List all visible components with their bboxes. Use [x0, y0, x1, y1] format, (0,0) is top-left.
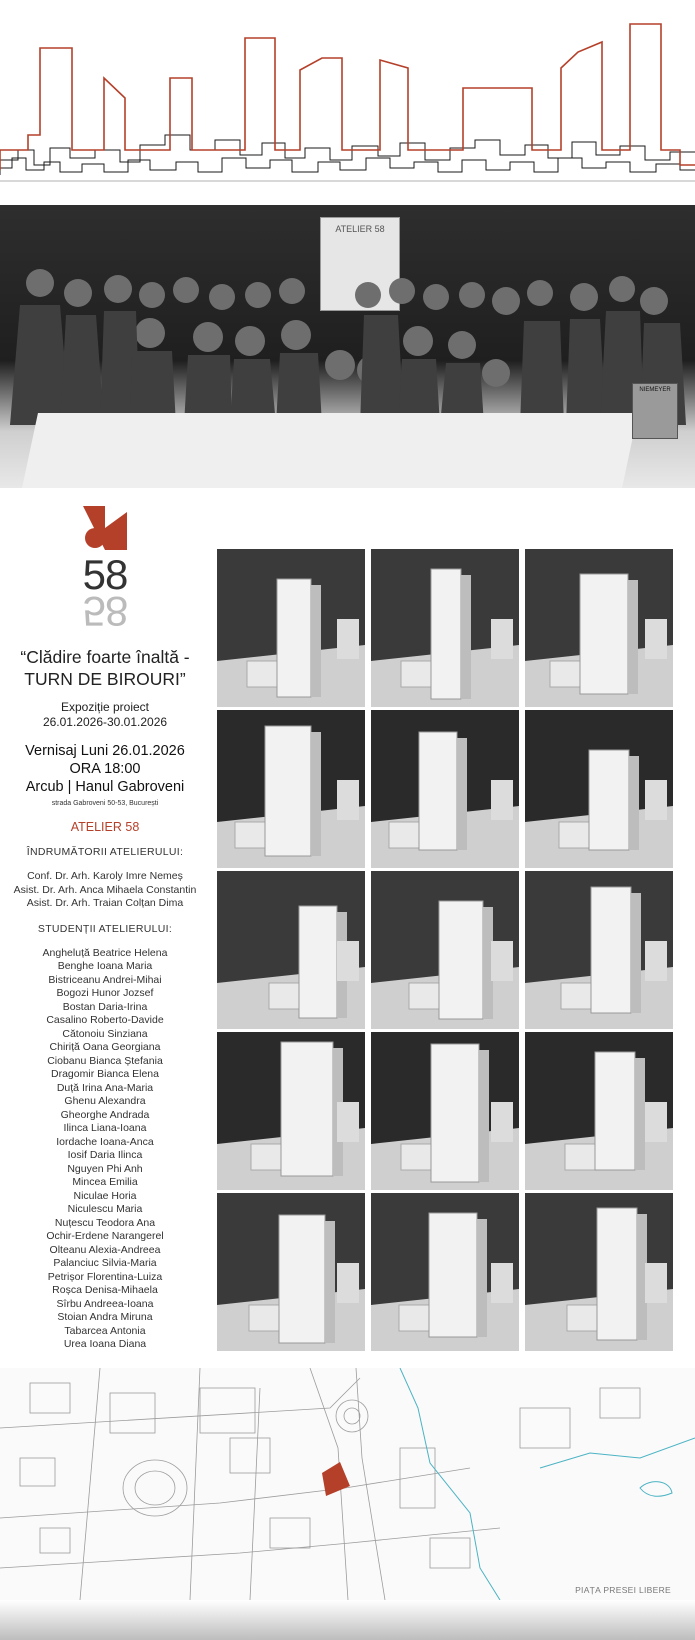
- student-item: Bogozi Hunor Jozsef: [56, 987, 154, 999]
- model-photo: [217, 1193, 365, 1351]
- student-item: Ciobanu Bianca Ștefania: [47, 1054, 163, 1067]
- model-photo: [371, 871, 519, 1029]
- model-photo: [371, 1032, 519, 1190]
- venue: Arcub | Hanul Gabroveni: [25, 779, 185, 795]
- group-photo: [0, 205, 695, 488]
- title-line-1: “Clădire foarte înaltă -: [20, 647, 190, 667]
- title-line-2: TURN DE BIROURI”: [24, 669, 186, 689]
- expo-label: Expoziție proiect: [60, 700, 150, 714]
- mentor-item: Asist. Dr. Arh. Traian Colțan Dima: [26, 897, 184, 909]
- student-item: Ghenu Alexandra: [64, 1095, 146, 1107]
- model-photo: [217, 1032, 365, 1190]
- student-item: Olteanu Alexia-Andreea: [49, 1243, 161, 1256]
- model-photo: [525, 1032, 673, 1190]
- logo-number: 58: [82, 551, 128, 598]
- logo-number-reflection: 58: [82, 588, 128, 635]
- site-map: [0, 1368, 695, 1600]
- mentors-list: [0, 870, 210, 911]
- model-photo: [217, 710, 365, 868]
- student-item: Benghe Ioana Maria: [57, 960, 153, 972]
- student-item: Palanciuc Silvia-Maria: [53, 1257, 157, 1269]
- model-photo: [217, 871, 365, 1029]
- vernisaj-time: ORA 18:00: [69, 761, 141, 777]
- student-item: Iosif Daria Ilinca: [67, 1149, 143, 1161]
- student-item: Niculescu Maria: [67, 1203, 143, 1215]
- student-item: Nguyen Phi Anh: [67, 1162, 143, 1175]
- student-item: Nuțescu Teodora Ana: [54, 1216, 156, 1229]
- atelier-logo-icon: [83, 506, 127, 550]
- map-label: PIAȚA PRESEI LIBERE: [575, 1585, 671, 1595]
- students-heading: STUDENȚII ATELIERULUI:: [37, 922, 173, 935]
- exhibition-title: [0, 646, 210, 690]
- student-item: Bistriceanu Andrei-Mihai: [48, 973, 162, 986]
- model-photo: [371, 710, 519, 868]
- student-item: Cătonoiu Sinziana: [62, 1027, 148, 1040]
- student-item: Angheluță Beatrice Helena: [42, 946, 168, 959]
- vernisaj-info: [0, 742, 210, 796]
- student-item: Sîrbu Andreea-Ioana: [56, 1297, 154, 1310]
- mentor-item: Conf. Dr. Arh. Karoly Imre Nemeș: [27, 870, 183, 882]
- atelier-name: ATELIER 58: [70, 820, 140, 834]
- model-photo: [371, 549, 519, 707]
- student-item: Roșca Denisa-Mihaela: [52, 1284, 158, 1296]
- model-photo: [371, 1193, 519, 1351]
- students-list: [0, 947, 210, 1352]
- student-item: Ilinca Liana-Ioana: [63, 1122, 147, 1134]
- student-item: Bostan Daria-Irina: [62, 1000, 148, 1013]
- student-item: Stoian Andra Miruna: [57, 1311, 153, 1323]
- model-photo: [525, 1193, 673, 1351]
- book-text: NIEMEYER: [639, 387, 671, 393]
- student-item: Ochir-Erdene Narangerel: [46, 1230, 164, 1242]
- bottom-gradient: [0, 1600, 695, 1640]
- student-item: Tabarcea Antonia: [64, 1324, 146, 1337]
- vernisaj-date: Vernisaj Luni 26.01.2026: [25, 743, 185, 759]
- student-item: Iordache Ioana-Anca: [56, 1135, 154, 1148]
- table: [22, 413, 638, 488]
- model-photo: [217, 549, 365, 707]
- student-item: Duță Irina Ana-Maria: [56, 1081, 154, 1094]
- event-info: [0, 500, 210, 1352]
- exhibition-info: [0, 700, 210, 730]
- book: [632, 383, 678, 439]
- mentors-heading: ÎNDRUMĂTORII ATELIERULUI:: [26, 846, 184, 858]
- student-item: Casalino Roberto-Davide: [46, 1014, 164, 1026]
- expo-dates: 26.01.2026-30.01.2026: [42, 715, 168, 729]
- student-item: Mincea Emilia: [72, 1176, 138, 1188]
- student-item: Urea Ioana Diana: [63, 1338, 147, 1350]
- skyline-illustration: [0, 0, 695, 205]
- student-item: Gheorghe Andrada: [60, 1108, 150, 1121]
- mentor-item: Asist. Dr. Arh. Anca Mihaela Constantin: [13, 883, 197, 896]
- student-item: Chiriță Oana Georgiana: [49, 1041, 161, 1053]
- logo-dot: [85, 528, 105, 548]
- model-photo: [525, 710, 673, 868]
- student-item: Petrișor Florentina-Luiza: [47, 1270, 163, 1283]
- model-photo: [525, 549, 673, 707]
- student-item: Dragomir Bianca Elena: [51, 1068, 159, 1080]
- student-item: Niculae Horia: [73, 1189, 137, 1202]
- students-crowd: [0, 245, 695, 425]
- board-text: ATELIER 58: [335, 224, 385, 234]
- venue-address: strada Gabroveni 50-53, București: [51, 800, 159, 807]
- model-photo: [525, 871, 673, 1029]
